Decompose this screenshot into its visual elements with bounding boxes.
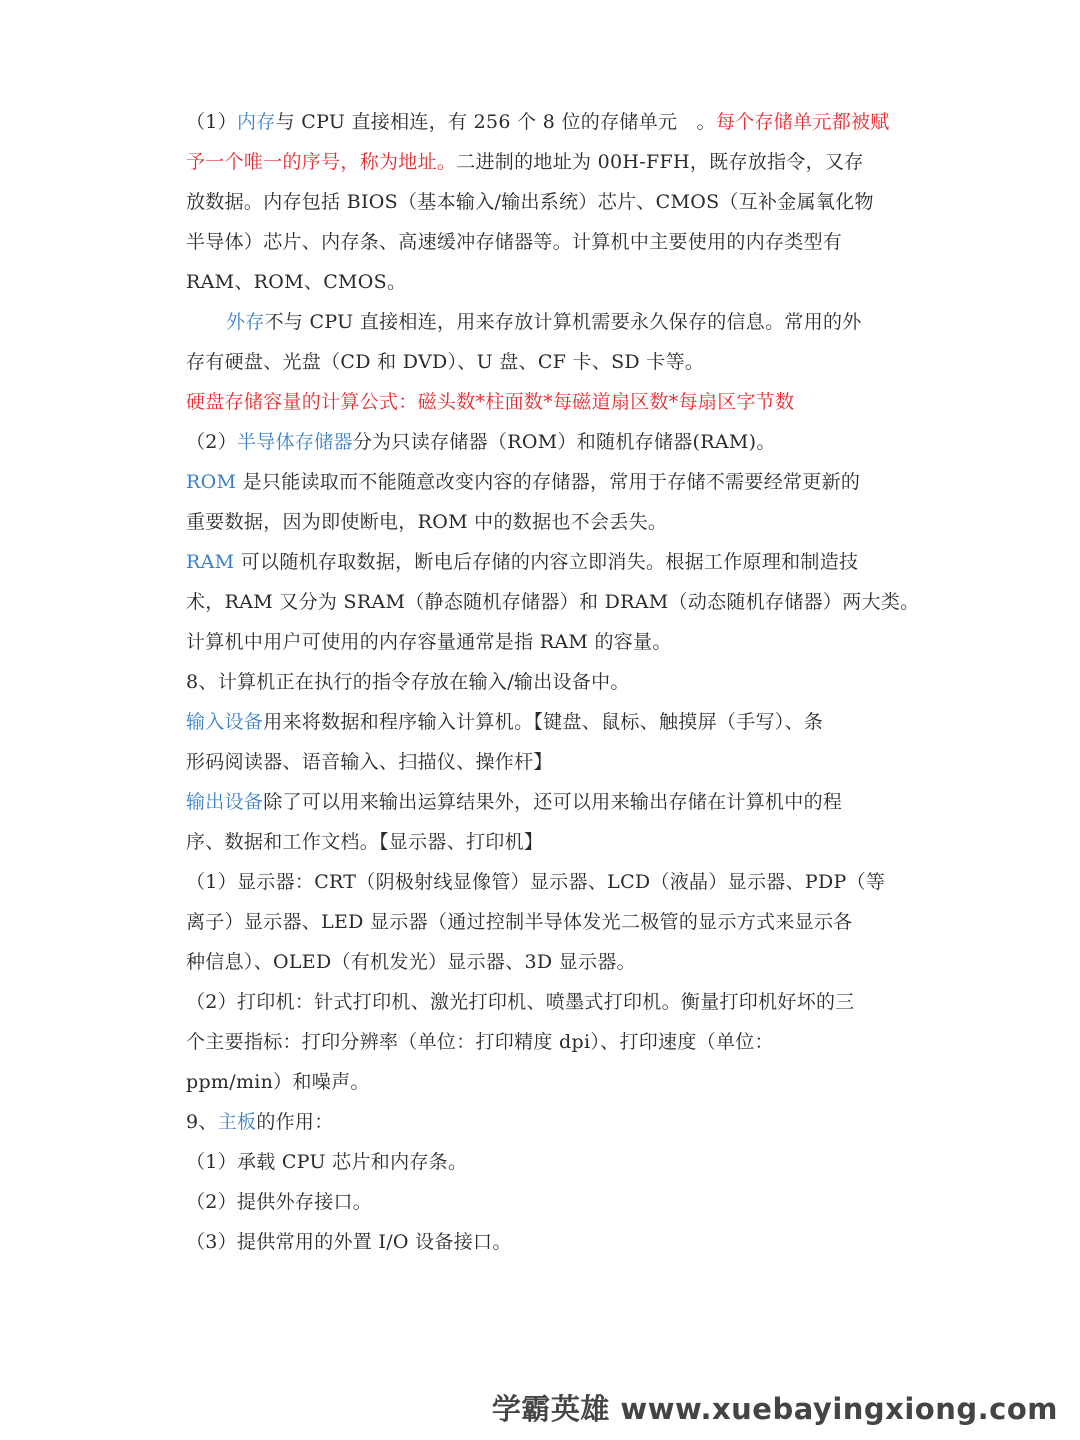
- text-line: [186, 862, 898, 902]
- emphasis-text: 予一个唯一的序号，称为地址。: [186, 151, 457, 173]
- emphasis-text: 每个存储单元都被赋: [715, 111, 890, 133]
- text-line: [186, 942, 898, 982]
- text-line: [186, 582, 920, 622]
- text-segment: （3）提供常用的外置 I/O 设备接口。: [186, 1231, 512, 1253]
- text-line: [186, 902, 898, 942]
- highlight-term: 半导体存储器: [237, 431, 353, 453]
- text-line: [186, 1222, 898, 1262]
- text-line: [186, 502, 898, 542]
- text-segment: 存有硬盘、光盘（CD 和 DVD）、U 盘、CF 卡、SD 卡等。: [186, 351, 705, 373]
- text-segment: 放数据。内存包括 BIOS（基本输入/输出系统）芯片、CMOS（互补金属氧化物: [186, 191, 874, 213]
- text-segment: 二进制的地址为 00H-FFH，既存放指令，又存: [456, 151, 864, 173]
- highlight-term: ROM: [186, 471, 237, 493]
- text-line: [186, 382, 898, 422]
- text-line: [186, 1142, 898, 1182]
- text-line: [186, 1182, 898, 1222]
- text-line: [186, 742, 898, 782]
- site-watermark: 学霸英雄 www.xuebayingxiong.com: [491, 1392, 1058, 1426]
- text-segment: 个主要指标：打印分辨率（单位：打印精度 dpi）、打印速度（单位：: [186, 1031, 774, 1053]
- text-line: [186, 1022, 898, 1062]
- highlight-term: 输入设备: [186, 711, 264, 733]
- text-line: [186, 102, 898, 142]
- text-line: [186, 542, 898, 582]
- text-segment: 序、数据和工作文档。【显示器、打印机】: [186, 831, 544, 853]
- text-segment: 8、计算机正在执行的指令存放在输入/输出设备中。: [186, 671, 630, 693]
- text-line: [186, 182, 898, 222]
- highlight-term: 外存: [226, 311, 265, 333]
- text-line: [186, 142, 898, 182]
- text-segment: 离子）显示器、LED 显示器（通过控制半导体发光二极管的显示方式来显示各: [186, 911, 853, 933]
- text-segment: 计算机中用户可使用的内存容量通常是指 RAM 的容量。: [186, 631, 672, 653]
- text-line: [186, 782, 898, 822]
- text-segment: 种信息）、OLED（有机发光）显示器、3D 显示器。: [186, 951, 636, 973]
- text-line: [186, 622, 898, 662]
- text-segment: 9、: [186, 1111, 218, 1133]
- text-segment: 重要数据，因为即使断电，ROM 中的数据也不会丢失。: [186, 511, 668, 533]
- text-line: [186, 462, 898, 502]
- text-segment: 的作用：: [256, 1111, 334, 1133]
- text-line: [186, 222, 898, 262]
- text-line: [186, 702, 898, 742]
- emphasis-text: 硬盘存储容量的计算公式：磁头数*柱面数*每磁道扇区数*每扇区字节数: [186, 391, 795, 413]
- text-segment: 分为只读存储器（ROM）和随机存储器(RAM)。: [352, 431, 776, 453]
- text-segment: （2）提供外存接口。: [186, 1191, 373, 1213]
- text-segment: RAM、ROM、CMOS。: [186, 271, 407, 293]
- text-segment: （2）: [186, 431, 237, 453]
- text-segment: 是只能读取而不能随意改变内容的存储器，常用于存储不需要经常更新的: [236, 471, 861, 493]
- document-body: [186, 102, 920, 1262]
- highlight-term: RAM: [186, 551, 235, 573]
- text-segment: ppm/min）和噪声。: [186, 1071, 370, 1093]
- text-segment: 除了可以用来输出运算结果外，还可以用来输出存储在计算机中的程: [263, 791, 843, 813]
- text-segment: 用来将数据和程序输入计算机。【键盘、鼠标、触摸屏（手写）、条: [263, 711, 824, 733]
- text-line: [186, 662, 898, 702]
- text-line: [186, 1102, 898, 1142]
- text-segment: 不与 CPU 直接相连，用来存放计算机需要永久保存的信息。常用的外: [264, 311, 862, 333]
- text-segment: 术，RAM 又分为 SRAM（静态随机存储器）和 DRAM（动态随机存储器）两大类。: [186, 591, 920, 613]
- highlight-term: 内存: [237, 111, 276, 133]
- text-segment: 半导体）芯片、内存条、高速缓冲存储器等。计算机中主要使用的内存类型有: [186, 231, 843, 253]
- text-line: [186, 262, 898, 302]
- text-line: [186, 342, 898, 382]
- text-segment: （2）打印机：针式打印机、激光打印机、喷墨式打印机。衡量打印机好坏的三: [186, 991, 855, 1013]
- highlight-term: 主板: [217, 1111, 257, 1133]
- text-segment: （1）: [186, 111, 237, 133]
- text-line: [186, 822, 898, 862]
- highlight-term: 输出设备: [186, 791, 264, 813]
- text-segment: （1）承载 CPU 芯片和内存条。: [186, 1151, 468, 1173]
- text-segment: 可以随机存取数据，断电后存储的内容立即消失。根据工作原理和制造技: [234, 551, 859, 573]
- text-line: [186, 982, 898, 1022]
- text-segment: 与 CPU 直接相连，有 256 个 8 位的存储单元 。: [275, 111, 716, 133]
- text-line: [186, 1062, 898, 1102]
- text-segment: 形码阅读器、语音输入、扫描仪、操作杆】: [186, 751, 553, 773]
- text-line: [186, 302, 898, 342]
- text-line: [186, 422, 898, 462]
- text-segment: （1）显示器：CRT（阴极射线显像管）显示器、LCD（液晶）显示器、PDP（等: [186, 871, 886, 893]
